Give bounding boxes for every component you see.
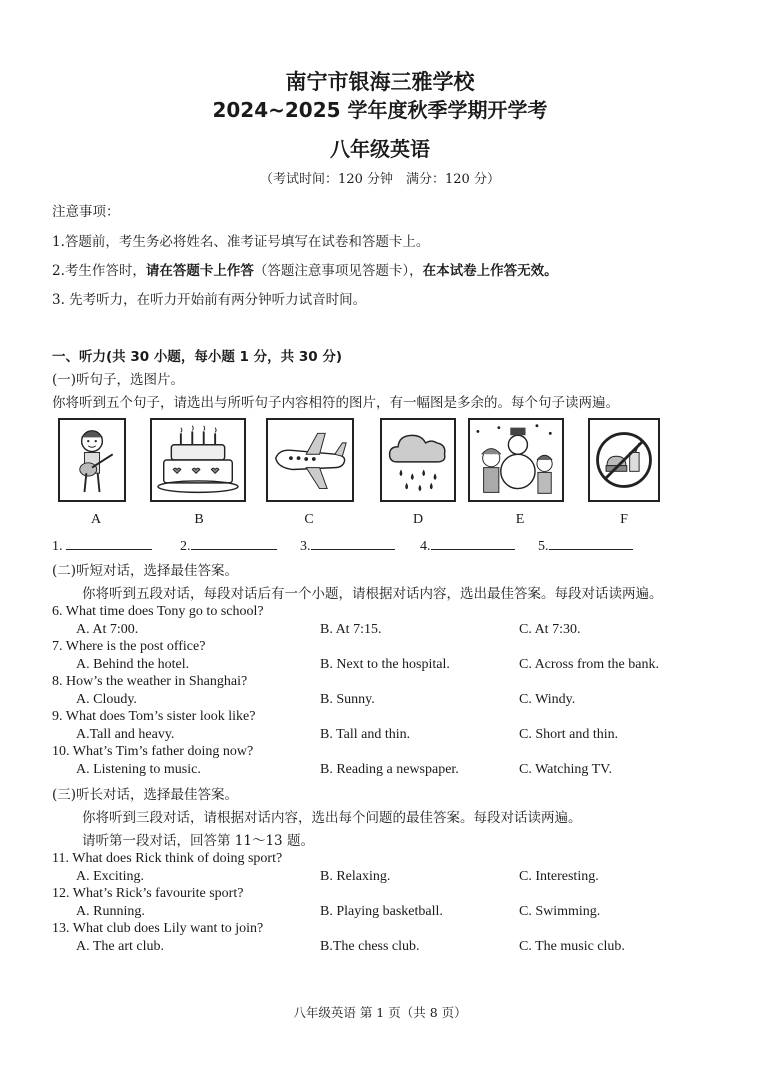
question-11-option-b[interactable]: B. Relaxing. bbox=[320, 869, 391, 884]
part-1-title: (一)听句子，选图片。 bbox=[52, 372, 185, 388]
answer-blank-3-number: 3. bbox=[300, 539, 311, 554]
section-1-title: 一、听力(共 30 小题，每小题 1 分，共 30 分) bbox=[52, 349, 343, 365]
birthday-cake-icon bbox=[152, 420, 244, 500]
answer-line-3[interactable] bbox=[311, 536, 395, 550]
picture-label-b: B bbox=[194, 512, 204, 527]
rain-cloud-icon bbox=[382, 420, 454, 500]
part-3-title: (三)听长对话，选择最佳答案。 bbox=[52, 787, 239, 803]
question-6: 6. What time does Tony go to school? bbox=[52, 604, 264, 619]
answer-line-4[interactable] bbox=[431, 536, 515, 550]
question-13-option-b[interactable]: B.The chess club. bbox=[320, 939, 420, 954]
question-6-option-b[interactable]: B. At 7:15. bbox=[320, 622, 382, 637]
answer-blank-4-number: 4. bbox=[420, 539, 431, 554]
question-7-option-b[interactable]: B. Next to the hospital. bbox=[320, 657, 450, 672]
answer-blank-3[interactable] bbox=[300, 536, 395, 555]
question-8: 8. How’s the weather in Shanghai? bbox=[52, 674, 248, 689]
picture-label-d: D bbox=[412, 512, 424, 527]
question-11: 11. What does Rick think of doing sport? bbox=[52, 851, 283, 866]
question-6-option-c[interactable]: C. At 7:30. bbox=[519, 622, 581, 637]
picture-c bbox=[266, 418, 354, 502]
part-2-instructions: 你将听到五段对话，每段对话后有一个小题，请根据对话内容，选出最佳答案。每段对话读两遍。 bbox=[82, 586, 663, 602]
question-12-option-a[interactable]: A. Running. bbox=[76, 904, 145, 919]
question-8-option-a[interactable]: A. Cloudy. bbox=[76, 692, 137, 707]
subject-title: 八年级英语 bbox=[330, 137, 430, 161]
question-8-option-b[interactable]: B. Sunny. bbox=[320, 692, 375, 707]
answer-blank-1[interactable] bbox=[52, 536, 152, 555]
picture-a bbox=[58, 418, 126, 502]
question-10: 10. What’s Tim’s father doing now? bbox=[52, 744, 254, 759]
question-13-option-c[interactable]: C. The music club. bbox=[519, 939, 625, 954]
picture-b bbox=[150, 418, 246, 502]
part-3-subinstruction: 请听第一段对话，回答第 11～13 题。 bbox=[82, 833, 314, 849]
note-item-2 bbox=[52, 259, 558, 279]
answer-line-5[interactable] bbox=[549, 536, 633, 550]
note-item-2-part-a: 2.考生作答时， bbox=[52, 263, 146, 279]
question-10-option-c[interactable]: C. Watching TV. bbox=[519, 762, 612, 777]
answer-blank-4[interactable] bbox=[420, 536, 515, 555]
picture-d bbox=[380, 418, 456, 502]
question-11-option-c[interactable]: C. Interesting. bbox=[519, 869, 599, 884]
answer-blank-2[interactable] bbox=[180, 536, 277, 555]
question-10-option-a[interactable]: A. Listening to music. bbox=[76, 762, 201, 777]
snowman-kids-icon bbox=[470, 420, 562, 500]
part-1-instructions: 你将听到五个句子，请选出与所听句子内容相符的图片，有一幅图是多余的。每个句子读两遍。 bbox=[52, 395, 619, 411]
answer-blank-5-number: 5. bbox=[538, 539, 549, 554]
picture-e bbox=[468, 418, 564, 502]
answer-line-1[interactable] bbox=[66, 536, 152, 550]
question-13-option-a[interactable]: A. The art club. bbox=[76, 939, 164, 954]
picture-label-c: C bbox=[304, 512, 314, 527]
question-13: 13. What club does Lily want to join? bbox=[52, 921, 264, 936]
no-fast-food-icon bbox=[590, 420, 658, 500]
question-12-option-c[interactable]: C. Swimming. bbox=[519, 904, 601, 919]
note-item-2-part-c: （答题注意事项见答题卡）， bbox=[253, 263, 423, 279]
note-item-2-part-b: 请在答题卡上作答 bbox=[145, 263, 254, 279]
airplane-icon bbox=[268, 420, 352, 500]
exam-info: （考试时间：120 分钟 满分：120 分） bbox=[260, 172, 500, 187]
question-10-option-b[interactable]: B. Reading a newspaper. bbox=[320, 762, 459, 777]
question-9-option-a[interactable]: A.Tall and heavy. bbox=[76, 727, 175, 742]
answer-blank-2-number: 2. bbox=[180, 539, 191, 554]
note-item-3: 3. 先考听力，在听力开始前有两分钟听力试音时间。 bbox=[52, 292, 367, 308]
picture-label-e: E bbox=[515, 512, 525, 527]
part-2-title: (二)听短对话，选择最佳答案。 bbox=[52, 563, 239, 579]
picture-label-a: A bbox=[90, 512, 102, 527]
question-11-option-a[interactable]: A. Exciting. bbox=[76, 869, 145, 884]
question-12: 12. What’s Rick’s favourite sport? bbox=[52, 886, 244, 901]
part-3-instructions: 你将听到三段对话，请根据对话内容，选出每个问题的最佳答案。每段对话读两遍。 bbox=[82, 810, 582, 826]
page-footer: 八年级英语 第 1 页（共 8 页） bbox=[293, 1005, 467, 1020]
answer-line-2[interactable] bbox=[191, 536, 277, 550]
question-6-option-a[interactable]: A. At 7:00. bbox=[76, 622, 139, 637]
picture-label-f: F bbox=[620, 512, 628, 527]
question-8-option-c[interactable]: C. Windy. bbox=[519, 692, 576, 707]
note-item-1: 1.答题前，考生务必将姓名、准考证号填写在试卷和答题卡上。 bbox=[52, 234, 430, 250]
question-7-option-c[interactable]: C. Across from the bank. bbox=[519, 657, 659, 672]
question-7-option-a[interactable]: A. Behind the hotel. bbox=[76, 657, 190, 672]
exam-term: 2024~2025 学年度秋季学期开学考 bbox=[212, 98, 548, 122]
question-9-option-b[interactable]: B. Tall and thin. bbox=[320, 727, 411, 742]
school-name: 南宁市银海三雅学校 bbox=[285, 70, 475, 94]
question-9: 9. What does Tom’s sister look like? bbox=[52, 709, 256, 724]
question-9-option-c[interactable]: C. Short and thin. bbox=[519, 727, 619, 742]
note-item-2-part-d: 在本试卷上作答无效。 bbox=[422, 263, 558, 279]
answer-blank-1-number: 1. bbox=[52, 539, 63, 554]
picture-f bbox=[588, 418, 660, 502]
question-7: 7. Where is the post office? bbox=[52, 639, 206, 654]
answer-blank-5[interactable] bbox=[538, 536, 633, 555]
question-12-option-b[interactable]: B. Playing basketball. bbox=[320, 904, 443, 919]
notes-heading: 注意事项： bbox=[52, 204, 120, 220]
boy-guitar-icon bbox=[60, 420, 124, 500]
